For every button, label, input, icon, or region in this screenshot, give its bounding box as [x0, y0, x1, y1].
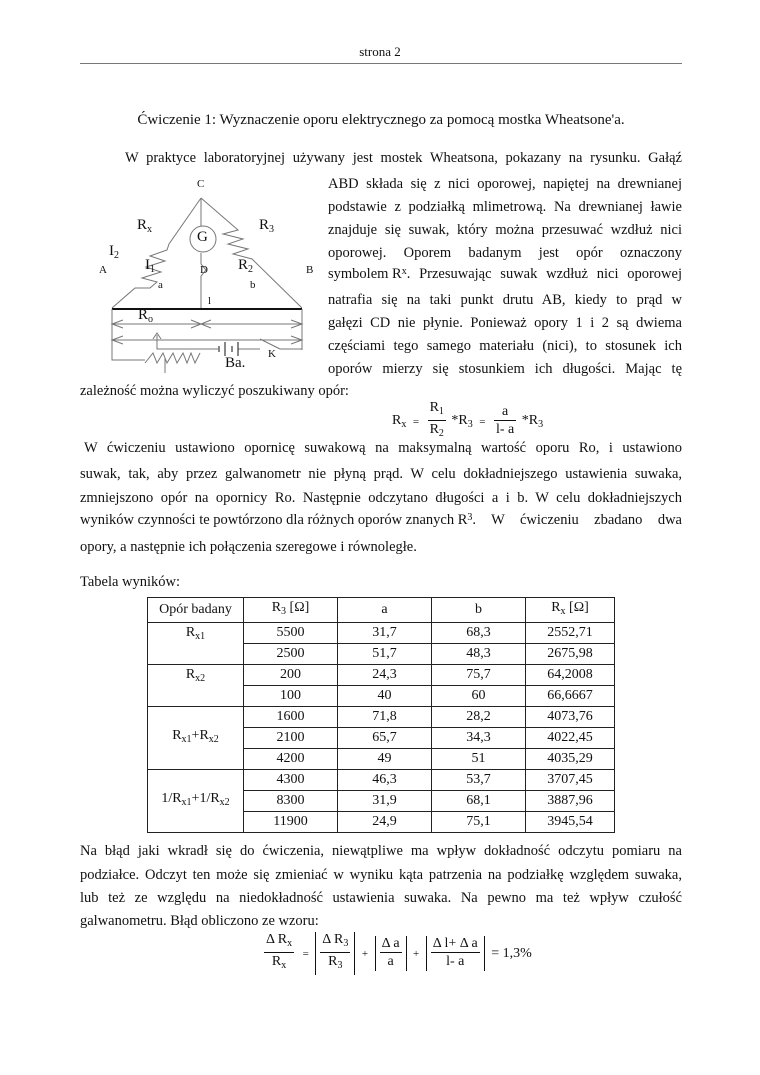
- intro-line: oporowej. Oporem badanym jest opór oznaczony: [328, 245, 682, 261]
- group-label-series: $R_{x1}+R_{x2}$: [148, 707, 244, 770]
- intro-line: ABD składa się z nici oporowej, napiętej na drewnianej: [328, 176, 682, 192]
- para3-line: podziałce. Odczyt ten może się zmieniać w wyniku kąta patrzenia na podziałkę względem suwaka,: [80, 867, 682, 883]
- para2-line: zmniejszono opór na opornicy Ro. Następnie odczytano długości a i b. W celu dokładniejszych: [80, 490, 682, 506]
- resistor-r3-icon: [201, 198, 302, 308]
- intro-line: natrafia się na taki punkt drutu AB, kiedy to prąd w: [328, 292, 682, 308]
- formula-error: $\frac{\Delta R_x}{R_x}$ = $\frac{\Delta R_3}{R_3}$ + $\frac{\text{Δ a}}{a}$ + $\frac{\text{Δ l+ Δ a}}{l- a}$ = 1,3%: [262, 932, 532, 975]
- intro-line: znajduje się suwak, który można przesuwać wzdłuż nici: [328, 222, 682, 238]
- col-header-r3: $R_3$ [Ω]: [244, 598, 338, 623]
- table-row: $1/R_{x1}+1/R_{x2}$ 4300 46,3 53,7 3707,45: [148, 770, 615, 791]
- col-header-b: b: [432, 598, 526, 623]
- label-rx: $R_x$: [137, 217, 153, 235]
- label-b-point: B: [306, 264, 314, 276]
- battery-circuit: [95, 310, 325, 370]
- table-row: 8300 31,9 68,1 3887,96: [148, 791, 615, 812]
- table-row: 100 40 60 66,6667: [148, 686, 615, 707]
- label-b-length: b: [250, 279, 256, 291]
- label-r2: $R_2$: [238, 257, 254, 275]
- para2-line: opory, a następnie ich połączenia szeregowe i równoległe.: [80, 539, 417, 555]
- resistor-rx-icon: [112, 198, 201, 308]
- label-battery: Ba.: [225, 355, 246, 371]
- table-row: $R_{x2}$ 200 24,3 75,7 64,2008: [148, 665, 615, 686]
- intro-line: częściami tego samego materiału (nici), to stosunek ich: [328, 338, 682, 354]
- intro-line: gałęzi CD nie płynie. Ponieważ opory 1 i 2 są dwiema: [328, 315, 682, 331]
- group-label-rx2: $R_{x2}$: [148, 665, 244, 707]
- label-a-length: a: [158, 279, 163, 291]
- table-caption: Tabela wyników:: [80, 574, 181, 590]
- intro-line: oporów mierzy się stosunkiem ich długości. Mając tę: [328, 361, 682, 377]
- col-header-resistor: Opór badany: [148, 598, 244, 623]
- label-r3: $R_3$: [259, 217, 275, 235]
- table-row: 11900 24,9 75,1 3945,54: [148, 812, 615, 833]
- table-row: 4200 49 51 4035,29: [148, 749, 615, 770]
- label-l-length: l: [208, 295, 212, 307]
- intro-last-line: zależność można wyliczyć poszukiwany opór:: [80, 383, 349, 399]
- label-d: D: [200, 264, 208, 276]
- intro-symbol-line: symbolem R x . Przesuwając suwak wzdłuż nici oporowej: [328, 266, 682, 282]
- intro-line: podstawie z podziałką mlimetrową. Na drewnianej ławie: [328, 199, 682, 215]
- para3-line: galwanometru. Błąd obliczono ze wzoru:: [80, 913, 319, 929]
- label-k: K: [268, 348, 276, 360]
- para3-line: lub też ze względu na niedokładność ustawienia suwaka. Na pewno ma też wpływ czułość: [80, 890, 682, 906]
- para3-line: Na błąd jaki wkradł się do ćwiczenia, niewątpliwe ma wpływ dokładność odczytu pomiaru na: [80, 843, 682, 859]
- table-row: 2500 51,7 48,3 2675,98: [148, 644, 615, 665]
- label-i2: $I_2$: [109, 243, 119, 261]
- group-label-parallel: $1/R_{x1}+1/R_{x2}$: [148, 770, 244, 833]
- label-a-point: A: [99, 264, 107, 276]
- para2-line: W ćwiczeniu ustawiono opornicę suwakową na maksymalną wartość oporu Ro, i ustawiono: [84, 440, 682, 456]
- para2-line: wyników czynności te powtórzono dla różnych oporów znanych R 3 . W ćwiczeniu zbadano dwa: [80, 512, 682, 528]
- table-row: 2100 65,7 34,3 4022,45: [148, 728, 615, 749]
- exercise-title: Ćwiczenie 1: Wyznaczenie oporu elektrycznego za pomocą mostka Wheatsone'a.: [137, 112, 625, 128]
- intro-first-line: W praktyce laboratoryjnej używany jest mostek Wheatsona, pokazany na rysunku. Gałąź: [125, 150, 682, 166]
- page-header: strona 2: [359, 44, 401, 59]
- results-table: [147, 597, 615, 833]
- label-g: G: [197, 229, 208, 245]
- formula-rx: $R_x$ = $\frac{R_1}{R_2}$ $*R_3$ = $\frac{a}{l- a}$ $*R_3$: [392, 400, 544, 439]
- group-label-rx1: $R_{x1}$: [148, 623, 244, 665]
- header-divider: [80, 63, 682, 64]
- col-header-a: a: [338, 598, 432, 623]
- para2-line: suwak, tak, aby przez galwanometr nie płyną prąd. W celu dokładniejszego ustawienia suwaka,: [80, 466, 682, 482]
- label-ro: $R_o$: [138, 307, 154, 325]
- table-header-row: [148, 598, 615, 623]
- label-c: C: [197, 178, 205, 190]
- table-row: $R_{x1}+R_{x2}$ 1600 71,8 28,2 4073,76: [148, 707, 615, 728]
- col-header-rx: $R_x$ [Ω]: [526, 598, 615, 623]
- table-row: $R_{x1}$ 5500 31,7 68,3 2552,71: [148, 623, 615, 644]
- label-i1: $I_1$: [145, 257, 155, 275]
